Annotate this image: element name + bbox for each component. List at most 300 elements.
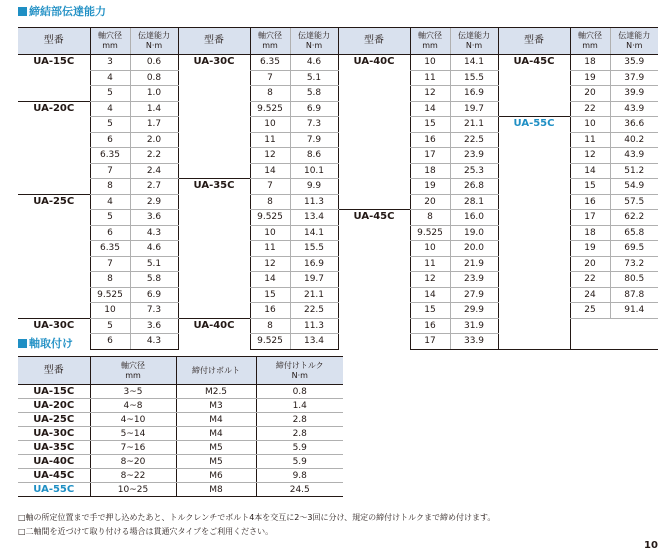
- bore-cell: 6: [90, 132, 130, 148]
- torque-cell: 16.9: [450, 86, 498, 102]
- bore-cell: 8: [90, 179, 130, 195]
- model-cell: [338, 117, 410, 133]
- bore-cell: 4: [90, 194, 130, 210]
- model-cell: [178, 334, 250, 350]
- torque-cell: 39.9: [610, 86, 658, 102]
- torque-cell: 73.2: [610, 256, 658, 272]
- model-cell: [178, 117, 250, 133]
- bore-cell: 22: [570, 101, 610, 117]
- bore-cell: 25: [570, 303, 610, 319]
- torque-cell: 0.8: [256, 385, 343, 399]
- model-cell: UA-25C: [18, 194, 90, 210]
- model-cell: UA-55C: [498, 117, 570, 133]
- bore-cell: 10: [250, 225, 290, 241]
- bore-cell: 14: [250, 163, 290, 179]
- bore-cell: 12: [570, 148, 610, 164]
- torque-cell: 20.0: [450, 241, 498, 257]
- torque-cell: 2.0: [130, 132, 178, 148]
- bore-cell: 8: [250, 86, 290, 102]
- bore-cell: 6: [90, 225, 130, 241]
- square-bullet-icon: [18, 7, 27, 16]
- bore-cell: 18: [570, 55, 610, 71]
- bore-cell: 16: [410, 132, 450, 148]
- torque-cell: 13.4: [290, 210, 338, 226]
- bore-cell: 15: [410, 303, 450, 319]
- torque-cell: 40.2: [610, 132, 658, 148]
- torque-cell: 15.5: [450, 70, 498, 86]
- bore-cell: 5: [90, 86, 130, 102]
- bore-cell: 15: [410, 117, 450, 133]
- bore-cell: 8: [410, 210, 450, 226]
- model-cell: [338, 225, 410, 241]
- torque-cell: 2.2: [130, 148, 178, 164]
- bore-cell: 16: [250, 303, 290, 319]
- header-bore: 軸穴径 mm: [90, 28, 130, 55]
- note-close-mounting: □二軸間を近づけて取り付ける場合は貫通穴タイプをご利用ください。: [18, 527, 274, 536]
- header-model: 型番: [178, 28, 250, 55]
- model-cell: UA-45C: [338, 210, 410, 226]
- torque-cell: 26.8: [450, 179, 498, 195]
- model-cell: [338, 318, 410, 334]
- model-cell: [18, 70, 90, 86]
- bore-cell: 9.525: [250, 210, 290, 226]
- model-cell: [338, 163, 410, 179]
- torque-cell: 21.1: [450, 117, 498, 133]
- torque-cell: 91.4: [610, 303, 658, 319]
- table-row: [18, 241, 658, 257]
- header-bore: 軸穴径 mm: [410, 28, 450, 55]
- bore-cell: 19: [570, 70, 610, 86]
- bore-cell: 10: [570, 117, 610, 133]
- header-torque: 伝達能力 N·m: [610, 28, 658, 55]
- table-row: [18, 334, 658, 350]
- torque-cell: 1.4: [130, 101, 178, 117]
- torque-cell: 29.9: [450, 303, 498, 319]
- bore-cell: 12: [410, 86, 450, 102]
- torque-cell: 25.3: [450, 163, 498, 179]
- torque-cell: 36.6: [610, 117, 658, 133]
- header-model: 型番: [338, 28, 410, 55]
- model-cell: [498, 256, 570, 272]
- bore-cell: 6.35: [90, 241, 130, 257]
- torque-cell: 4.3: [130, 225, 178, 241]
- model-cell: [18, 163, 90, 179]
- bolt-cell: M8: [176, 483, 256, 497]
- bore-cell: 10: [250, 117, 290, 133]
- model-cell: [178, 241, 250, 257]
- bore-cell: 15: [250, 287, 290, 303]
- bore-range-cell: 7~16: [90, 441, 176, 455]
- torque-cell: 28.1: [450, 194, 498, 210]
- table-row: [18, 399, 343, 413]
- bore-range-cell: 10~25: [90, 483, 176, 497]
- torque-cell: 6.9: [130, 287, 178, 303]
- bore-cell: 7: [90, 256, 130, 272]
- transmission-table-header: [18, 28, 658, 55]
- torque-cell: 14.1: [450, 55, 498, 71]
- bolt-cell: M4: [176, 427, 256, 441]
- torque-cell: 3.6: [130, 318, 178, 334]
- bore-cell: 10: [90, 303, 130, 319]
- bore-cell: 11: [570, 132, 610, 148]
- table-row: [18, 385, 343, 399]
- bore-cell: 12: [250, 148, 290, 164]
- model-cell: [178, 86, 250, 102]
- table-row: [18, 101, 658, 117]
- torque-cell: 87.8: [610, 287, 658, 303]
- torque-cell: 22.5: [290, 303, 338, 319]
- torque-cell: 5.8: [130, 272, 178, 288]
- mount-table-body: [18, 385, 343, 497]
- model-cell: [178, 70, 250, 86]
- transmission-table-body: [18, 55, 658, 350]
- bore-cell: 10: [410, 241, 450, 257]
- model-cell: [178, 132, 250, 148]
- bore-cell: 17: [570, 210, 610, 226]
- torque-cell: 51.2: [610, 163, 658, 179]
- bore-cell: 10: [410, 55, 450, 71]
- bore-cell: 3: [90, 55, 130, 71]
- torque-cell: 9.9: [290, 179, 338, 195]
- model-cell: [178, 287, 250, 303]
- bore-cell: 7: [250, 179, 290, 195]
- torque-cell: 31.9: [450, 318, 498, 334]
- bore-cell: 11: [410, 70, 450, 86]
- header-bore: 軸穴径 mm: [250, 28, 290, 55]
- bore-cell: 14: [570, 163, 610, 179]
- model-cell: [178, 272, 250, 288]
- table-row: [18, 256, 658, 272]
- torque-cell: 27.9: [450, 287, 498, 303]
- bore-cell: 11: [250, 241, 290, 257]
- torque-cell: 5.1: [130, 256, 178, 272]
- torque-cell: 43.9: [610, 101, 658, 117]
- torque-cell: 23.9: [450, 148, 498, 164]
- model-cell: [338, 272, 410, 288]
- model-cell: UA-30C: [18, 427, 90, 441]
- torque-cell: 14.1: [290, 225, 338, 241]
- torque-cell: 2.8: [256, 427, 343, 441]
- mount-header-bore: 軸穴径 mm: [90, 357, 176, 385]
- bore-cell: 14: [410, 287, 450, 303]
- bore-range-cell: 8~20: [90, 455, 176, 469]
- bolt-cell: M5: [176, 455, 256, 469]
- bore-cell: [570, 318, 610, 334]
- header-torque: 伝達能力 N·m: [290, 28, 338, 55]
- model-cell: [178, 101, 250, 117]
- torque-cell: 80.5: [610, 272, 658, 288]
- bore-range-cell: 4~10: [90, 413, 176, 427]
- table-row: [18, 272, 658, 288]
- model-cell: [338, 241, 410, 257]
- model-cell: UA-25C: [18, 413, 90, 427]
- torque-cell: 8.6: [290, 148, 338, 164]
- model-cell: [338, 256, 410, 272]
- table-row: [18, 469, 343, 483]
- bore-cell: 7: [90, 163, 130, 179]
- torque-cell: 11.3: [290, 194, 338, 210]
- model-cell: [178, 194, 250, 210]
- model-cell: [498, 179, 570, 195]
- model-cell: UA-55C: [18, 483, 90, 497]
- model-cell: [18, 241, 90, 257]
- torque-cell: 37.9: [610, 70, 658, 86]
- bore-cell: 18: [410, 163, 450, 179]
- torque-cell: 5.9: [256, 441, 343, 455]
- torque-cell: 2.9: [130, 194, 178, 210]
- mount-header-model: 型番: [18, 357, 90, 385]
- model-cell: [498, 318, 570, 334]
- model-cell: UA-30C: [18, 318, 90, 334]
- model-cell: UA-20C: [18, 101, 90, 117]
- shaft-mounting-table: [18, 356, 343, 497]
- bore-range-cell: 4~8: [90, 399, 176, 413]
- section-title-mounting: 軸取付け: [18, 337, 73, 351]
- header-model: 型番: [18, 28, 90, 55]
- mount-header-torque: 締付けトルク N·m: [256, 357, 343, 385]
- model-cell: [498, 287, 570, 303]
- model-cell: UA-45C: [498, 55, 570, 71]
- torque-cell: 19.0: [450, 225, 498, 241]
- torque-cell: 35.9: [610, 55, 658, 71]
- bore-cell: 8: [250, 194, 290, 210]
- model-cell: [18, 179, 90, 195]
- note-tightening: □軸の所定位置まで手で押し込めたあと、トルクレンチでボルト4本を交互に2～3回に分け、規定の締付けトルクまで締め付けます。: [18, 513, 496, 522]
- model-cell: [178, 256, 250, 272]
- torque-cell: 2.7: [130, 179, 178, 195]
- model-cell: UA-40C: [178, 318, 250, 334]
- torque-cell: 1.4: [256, 399, 343, 413]
- model-cell: UA-30C: [178, 55, 250, 71]
- model-cell: [18, 86, 90, 102]
- model-cell: [18, 256, 90, 272]
- torque-cell: 69.5: [610, 241, 658, 257]
- model-cell: [498, 148, 570, 164]
- bore-cell: 17: [410, 334, 450, 350]
- bore-cell: 15: [570, 179, 610, 195]
- bore-cell: 6.35: [250, 55, 290, 71]
- table-row: [18, 441, 343, 455]
- bore-cell: 16: [410, 318, 450, 334]
- torque-cell: 11.3: [290, 318, 338, 334]
- model-cell: [498, 334, 570, 350]
- bore-cell: 8: [250, 318, 290, 334]
- torque-cell: 7.3: [290, 117, 338, 133]
- torque-cell: 6.9: [290, 101, 338, 117]
- table-row: [18, 194, 658, 210]
- model-cell: [498, 241, 570, 257]
- model-cell: [18, 303, 90, 319]
- torque-cell: 9.8: [256, 469, 343, 483]
- model-cell: [338, 148, 410, 164]
- model-cell: [338, 194, 410, 210]
- torque-cell: 15.5: [290, 241, 338, 257]
- bore-cell: 14: [250, 272, 290, 288]
- model-cell: [18, 272, 90, 288]
- model-cell: [178, 148, 250, 164]
- bolt-cell: M6: [176, 469, 256, 483]
- bore-cell: 5: [90, 210, 130, 226]
- torque-cell: 2.4: [130, 163, 178, 179]
- bore-cell: 7: [250, 70, 290, 86]
- model-cell: [338, 132, 410, 148]
- bore-cell: 11: [250, 132, 290, 148]
- bore-cell: 4: [90, 101, 130, 117]
- header-bore: 軸穴径 mm: [570, 28, 610, 55]
- table-row: [18, 55, 658, 71]
- model-cell: [338, 303, 410, 319]
- model-cell: [498, 163, 570, 179]
- square-bullet-icon: [18, 339, 27, 348]
- mount-header-bolt: 締付けボルト: [176, 357, 256, 385]
- bore-cell: 9.525: [250, 101, 290, 117]
- model-cell: [178, 225, 250, 241]
- model-cell: [338, 179, 410, 195]
- torque-cell: 1.7: [130, 117, 178, 133]
- model-cell: [498, 225, 570, 241]
- bore-cell: 5: [90, 318, 130, 334]
- torque-cell: 7.3: [130, 303, 178, 319]
- model-cell: UA-35C: [178, 179, 250, 195]
- bore-range-cell: 8~22: [90, 469, 176, 483]
- model-cell: [338, 86, 410, 102]
- torque-cell: [610, 334, 658, 350]
- model-cell: [178, 210, 250, 226]
- bore-range-cell: 3~5: [90, 385, 176, 399]
- torque-cell: 24.5: [256, 483, 343, 497]
- bore-cell: 19: [410, 179, 450, 195]
- bolt-cell: M4: [176, 413, 256, 427]
- model-cell: [178, 303, 250, 319]
- torque-cell: 33.9: [450, 334, 498, 350]
- page-number: 10: [644, 540, 658, 551]
- torque-cell: 3.6: [130, 210, 178, 226]
- model-cell: UA-40C: [18, 455, 90, 469]
- model-cell: [18, 132, 90, 148]
- torque-cell: 22.5: [450, 132, 498, 148]
- torque-cell: 19.7: [450, 101, 498, 117]
- torque-cell: 65.8: [610, 225, 658, 241]
- bore-cell: 4: [90, 70, 130, 86]
- table-row: [18, 287, 658, 303]
- bore-cell: 22: [570, 272, 610, 288]
- bore-cell: 9.525: [410, 225, 450, 241]
- table-row: [18, 427, 343, 441]
- model-cell: UA-15C: [33, 56, 75, 67]
- torque-cell: 1.0: [130, 86, 178, 102]
- model-cell: UA-15C: [18, 385, 90, 399]
- torque-cell: 13.4: [290, 334, 338, 350]
- table-row: [18, 413, 343, 427]
- bore-cell: 24: [570, 287, 610, 303]
- model-cell: [498, 101, 570, 117]
- model-cell: [338, 287, 410, 303]
- section-title-transmission: 締結部伝達能力: [18, 5, 106, 19]
- bore-cell: 19: [570, 241, 610, 257]
- bore-range-cell: 5~14: [90, 427, 176, 441]
- model-cell: UA-40C: [338, 55, 410, 71]
- torque-cell: 19.7: [290, 272, 338, 288]
- bore-cell: 9.525: [250, 334, 290, 350]
- model-cell: UA-35C: [18, 441, 90, 455]
- torque-cell: 2.8: [256, 413, 343, 427]
- bolt-cell: M5: [176, 441, 256, 455]
- model-cell: [498, 272, 570, 288]
- bore-cell: 8: [90, 272, 130, 288]
- torque-cell: 5.1: [290, 70, 338, 86]
- bore-cell: 12: [410, 272, 450, 288]
- bolt-cell: M3: [176, 399, 256, 413]
- model-cell: [498, 70, 570, 86]
- torque-cell: 62.2: [610, 210, 658, 226]
- model-cell: UA-20C: [18, 399, 90, 413]
- torque-cell: 0.6: [130, 55, 178, 71]
- model-cell: [498, 210, 570, 226]
- torque-cell: 54.9: [610, 179, 658, 195]
- torque-cell: 16.0: [450, 210, 498, 226]
- table-row: [18, 225, 658, 241]
- model-cell: [18, 148, 90, 164]
- table-row: [18, 483, 343, 497]
- model-cell: [18, 225, 90, 241]
- torque-cell: 23.9: [450, 272, 498, 288]
- model-cell: [338, 70, 410, 86]
- bore-cell: 20: [410, 194, 450, 210]
- table-row: [18, 163, 658, 179]
- torque-cell: 21.9: [450, 256, 498, 272]
- bore-cell: [570, 334, 610, 350]
- torque-cell: 21.1: [290, 287, 338, 303]
- table-row: [18, 70, 658, 86]
- model-cell: [498, 132, 570, 148]
- model-cell: [498, 86, 570, 102]
- table-row: [18, 117, 658, 133]
- header-torque: 伝達能力 N·m: [450, 28, 498, 55]
- table-row: [18, 210, 658, 226]
- torque-cell: 4.6: [290, 55, 338, 71]
- model-cell: [18, 117, 90, 133]
- bore-cell: 6: [90, 334, 130, 350]
- table-row: [18, 455, 343, 469]
- table-row: [18, 179, 658, 195]
- transmission-capacity-table: [18, 27, 658, 350]
- model-cell: [178, 163, 250, 179]
- torque-cell: 57.5: [610, 194, 658, 210]
- bore-cell: 5: [90, 117, 130, 133]
- bore-cell: 18: [570, 225, 610, 241]
- torque-cell: 10.1: [290, 163, 338, 179]
- bore-cell: 16: [570, 194, 610, 210]
- header-torque: 伝達能力 N·m: [130, 28, 178, 55]
- model-cell: [18, 287, 90, 303]
- model-cell: [498, 194, 570, 210]
- table-row: [18, 132, 658, 148]
- bore-cell: 20: [570, 86, 610, 102]
- bore-cell: 11: [410, 256, 450, 272]
- torque-cell: 4.6: [130, 241, 178, 257]
- bore-cell: 12: [250, 256, 290, 272]
- torque-cell: 5.8: [290, 86, 338, 102]
- bolt-cell: M2.5: [176, 385, 256, 399]
- torque-cell: 4.3: [130, 334, 178, 350]
- table-row: [18, 86, 658, 102]
- torque-cell: 7.9: [290, 132, 338, 148]
- table-row: [18, 318, 658, 334]
- model-cell: UA-45C: [18, 469, 90, 483]
- torque-cell: 5.9: [256, 455, 343, 469]
- bore-cell: 14: [410, 101, 450, 117]
- torque-cell: [610, 318, 658, 334]
